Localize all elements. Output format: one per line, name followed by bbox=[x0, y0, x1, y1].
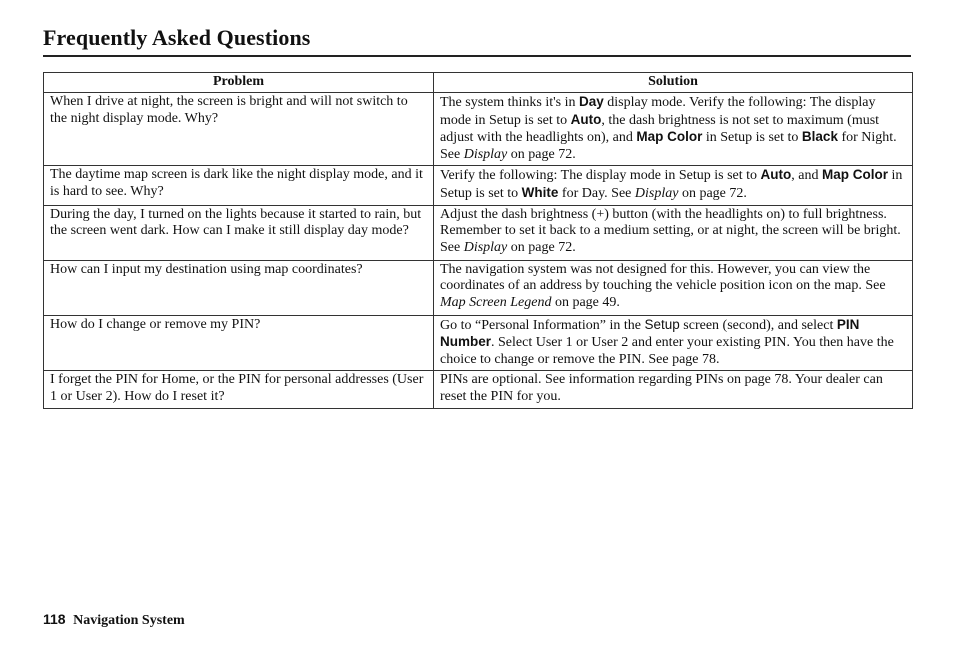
keyword-black: Black bbox=[801, 129, 838, 145]
solution-text: Verify the following: The display mode in Setup is set to bbox=[440, 168, 761, 184]
problem-cell: I forget the PIN for Home, or the PIN for personal addresses (User 1 or User 2). How do I reset it? bbox=[44, 371, 434, 409]
table-row bbox=[44, 260, 913, 315]
page-reference: Display bbox=[463, 239, 508, 255]
table-row bbox=[44, 371, 913, 409]
solution-text: on page 72. bbox=[507, 239, 576, 255]
solution-text: Adjust the dash brightness (+) button (with the headlights on) to full brightness. Remember to set it back to a medium setting, or at night, the screen will be bright. See bbox=[440, 206, 901, 255]
solution-text: on page 72. bbox=[678, 185, 747, 201]
solution-cell bbox=[434, 166, 913, 205]
solution-text: in Setup is set to bbox=[702, 130, 802, 146]
solution-text: display mode. Verify the following: The display mode in Setup is set to bbox=[440, 95, 876, 128]
table-header-row bbox=[44, 73, 913, 93]
page-reference: Map Screen Legend bbox=[440, 294, 552, 310]
solution-text: in Setup is set to bbox=[440, 168, 903, 201]
table-row bbox=[44, 93, 913, 166]
column-header-solution: Solution bbox=[434, 73, 913, 93]
keyword-map-color: Map Color bbox=[822, 167, 889, 183]
keyword-map-color: Map Color bbox=[636, 129, 703, 145]
solution-text: The navigation system was not designed for this. However, you can view the coordinates of an address by touching the vehicle position icon on the map. See bbox=[440, 261, 886, 294]
keyword-white: White bbox=[521, 184, 559, 200]
solution-text: for Day. See bbox=[558, 185, 635, 201]
problem-cell: How can I input my destination using map coordinates? bbox=[44, 260, 434, 315]
page-title: Frequently Asked Questions bbox=[43, 25, 311, 50]
problem-cell: During the day, I turned on the lights because it started to rain, but the screen went dark. How can I make it still display day mode? bbox=[44, 205, 434, 260]
page-footer bbox=[43, 610, 185, 630]
solution-text: for Night. See bbox=[440, 130, 897, 162]
problem-cell: How do I change or remove my PIN? bbox=[44, 315, 434, 371]
solution-text: The system thinks it's in bbox=[440, 95, 580, 110]
footer-label: Navigation System bbox=[73, 613, 185, 628]
page-number: 118 bbox=[43, 611, 66, 627]
keyword-auto: Auto bbox=[570, 111, 602, 127]
page-reference: Display bbox=[634, 185, 679, 201]
solution-text: PINs are optional. See information regarding PINs on page 78. Your dealer can reset the PIN for you. bbox=[440, 372, 883, 404]
solution-text: screen (second), and select bbox=[679, 317, 837, 333]
problem-cell: When I drive at night, the screen is bright and will not switch to the night display mode. Why? bbox=[44, 93, 434, 166]
keyword-auto: Auto bbox=[760, 167, 792, 183]
column-header-problem: Problem bbox=[44, 73, 434, 93]
table-row bbox=[44, 315, 913, 371]
solution-text: , and bbox=[791, 168, 823, 184]
title-divider bbox=[43, 55, 911, 57]
solution-cell bbox=[434, 260, 913, 315]
problem-cell: The daytime map screen is dark like the night display mode, and it is hard to see. Why? bbox=[44, 166, 434, 205]
page-reference: Display bbox=[463, 146, 508, 162]
keyword-setup: Setup bbox=[644, 316, 680, 332]
solution-text: Go to “Personal Information” in the bbox=[440, 317, 645, 333]
solution-cell bbox=[434, 93, 913, 166]
solution-cell bbox=[434, 315, 913, 371]
solution-text: on page 49. bbox=[551, 294, 620, 310]
keyword-day: Day bbox=[579, 94, 604, 109]
solution-text: on page 72. bbox=[507, 146, 576, 162]
table-row bbox=[44, 166, 913, 205]
solution-text: , the dash brightness is not set to maximum (must adjust with the headlights on), and bbox=[440, 112, 880, 146]
solution-text: . Select User 1 or User 2 and enter your existing PIN. You then have the choice to change or remove the PIN. See page 78. bbox=[440, 335, 894, 367]
faq-table bbox=[43, 72, 913, 409]
solution-cell bbox=[434, 371, 913, 409]
solution-cell bbox=[434, 205, 913, 260]
keyword-pin-number: PIN Number bbox=[440, 316, 860, 350]
table-row bbox=[44, 205, 913, 260]
